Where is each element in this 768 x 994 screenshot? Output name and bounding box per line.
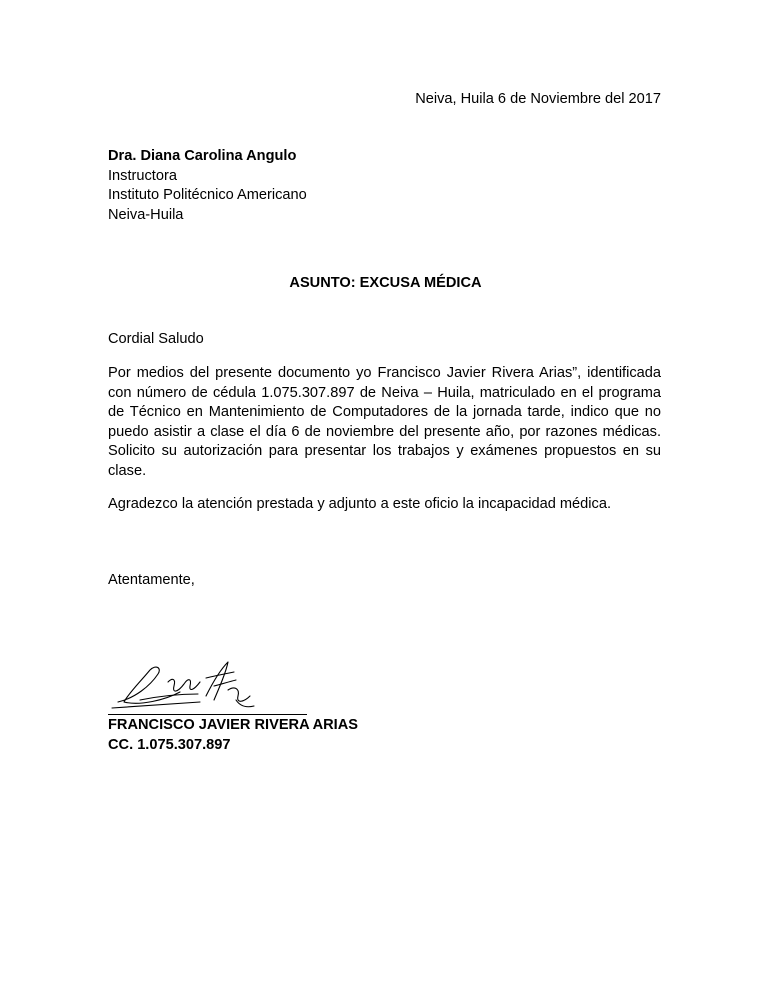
signature-icon — [110, 656, 260, 716]
greeting: Cordial Saludo — [108, 331, 204, 347]
recipient-name: Dra. Diana Carolina Angulo — [108, 148, 297, 164]
date-line: Neiva, Huila 6 de Noviembre del 2017 — [415, 91, 661, 107]
recipient-role: Instructora — [108, 167, 177, 184]
signer-block — [108, 716, 358, 755]
signature-line — [108, 714, 307, 715]
subject-line: ASUNTO: EXCUSA MÉDICA — [289, 275, 482, 291]
recipient-city: Neiva-Huila — [108, 206, 184, 223]
signer-id: CC. 1.075.307.897 — [108, 736, 231, 753]
recipient-block — [108, 147, 307, 225]
closing: Atentamente, — [108, 572, 195, 588]
body-paragraph: Por medios del presente documento yo Francisco Javier Rivera Arias”, identificada con número de cédula 1.075.307.897 de Neiva – Huila, matriculado en el programa de Técnico en Mantenimiento de Computadores de la jornada tarde, indico que no puedo asistir a clase el día 6 de noviembre del presente año, por razones médicas. Solicito su autorización para presentar los trabajos y exámenes propuestos en su clase. — [108, 365, 661, 479]
signer-name: FRANCISCO JAVIER RIVERA ARIAS — [108, 717, 359, 733]
recipient-institution: Instituto Politécnico Americano — [108, 187, 307, 203]
thanks-line: Agradezco la atención prestada y adjunto a este oficio la incapacidad médica. — [108, 496, 611, 512]
